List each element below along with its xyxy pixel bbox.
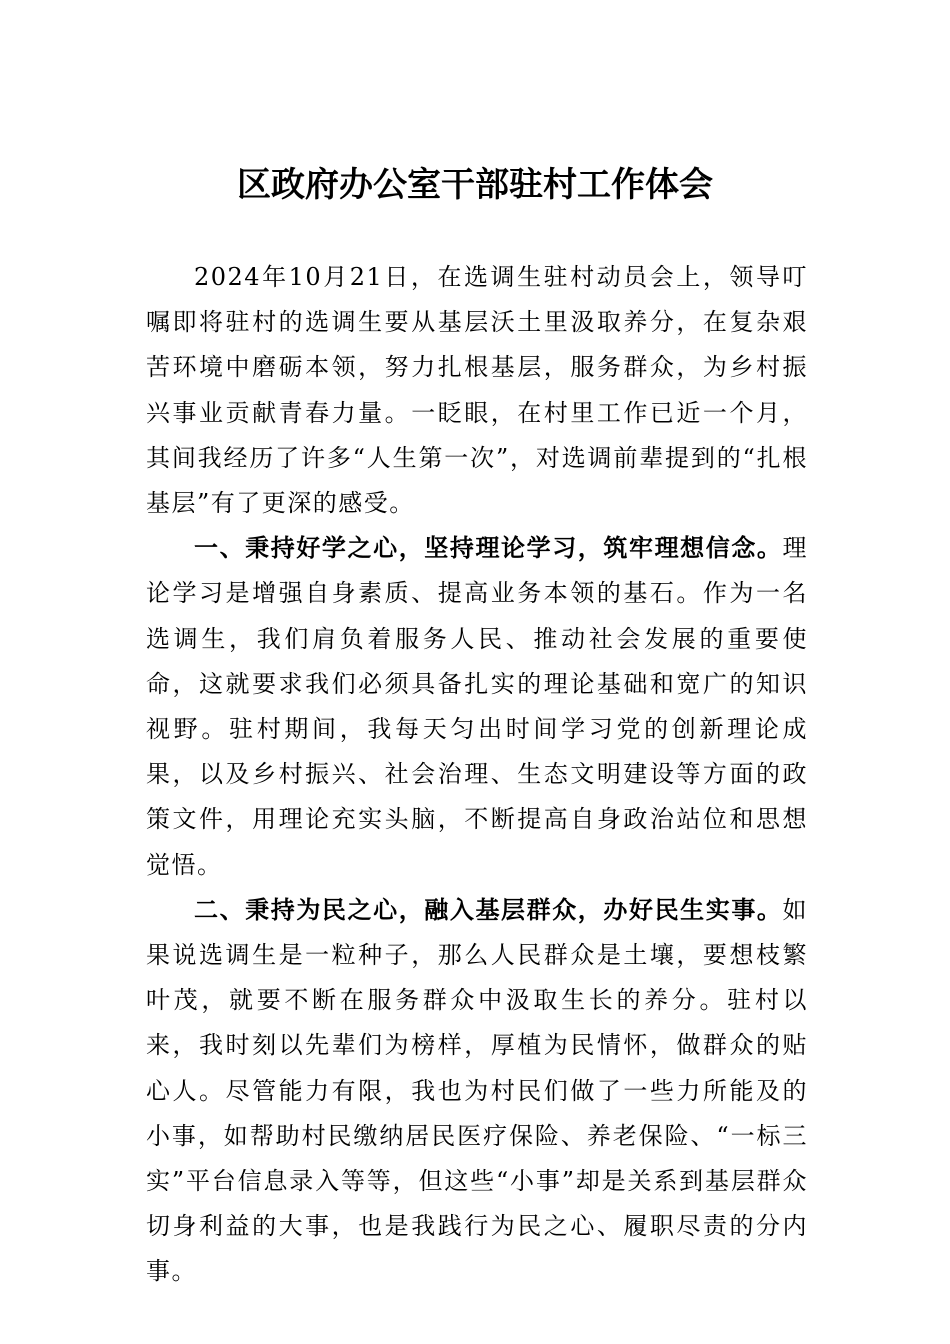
section-1-heading: 一、秉持好学之心，坚持理论学习，筑牢理想信念。: [194, 534, 783, 563]
document-body: [146, 255, 808, 1295]
section-1-text: 理论学习是增强自身素质、提高业务本领的基石。作为一名选调生，我们肩负着服务人民、推动社会发展的重要使命，这就要求我们必须具备扎实的理论基础和宽广的知识视野。驻村期间，我每天匀出时间学习党的创新理论成果，以及乡村振兴、社会治理、生态文明建设等方面的政策文件，用理论充实头脑，不断提高自身政治站位和思想觉悟。: [146, 534, 808, 879]
paragraph-intro-text: 2024年10月21日，在选调生驻村动员会上，领导叮嘱即将驻村的选调生要从基层沃土里汲取养分，在复杂艰苦环境中磨砺本领，努力扎根基层，服务群众，为乡村振兴事业贡献青春力量。一眨眼，在村里工作已近一个月，其间我经历了许多“人生第一次”，对选调前辈提到的“扎根基层”有了更深的感受。: [146, 263, 808, 518]
paragraph-intro: [146, 255, 808, 526]
document-title: 区政府办公室干部驻村工作体会: [237, 165, 713, 205]
section-2-heading: 二、秉持为民之心，融入基层群众，办好民生实事。: [194, 895, 783, 924]
paragraph-section-1: [146, 526, 808, 888]
section-2-text: 如果说选调生是一粒种子，那么人民群众是土壤，要想枝繁叶茂，就要不断在服务群众中汲取生长的养分。驻村以来，我时刻以先辈们为榜样，厚植为民情怀，做群众的贴心人。尽管能力有限，我也为村民们做了一些力所能及的小事，如帮助村民缴纳居民医疗保险、养老保险、“一标三实”平台信息录入等等，但这些“小事”却是关系到基层群众切身利益的大事，也是我践行为民之心、履职尽责的分内事。: [146, 895, 808, 1286]
paragraph-section-2: [146, 888, 808, 1295]
